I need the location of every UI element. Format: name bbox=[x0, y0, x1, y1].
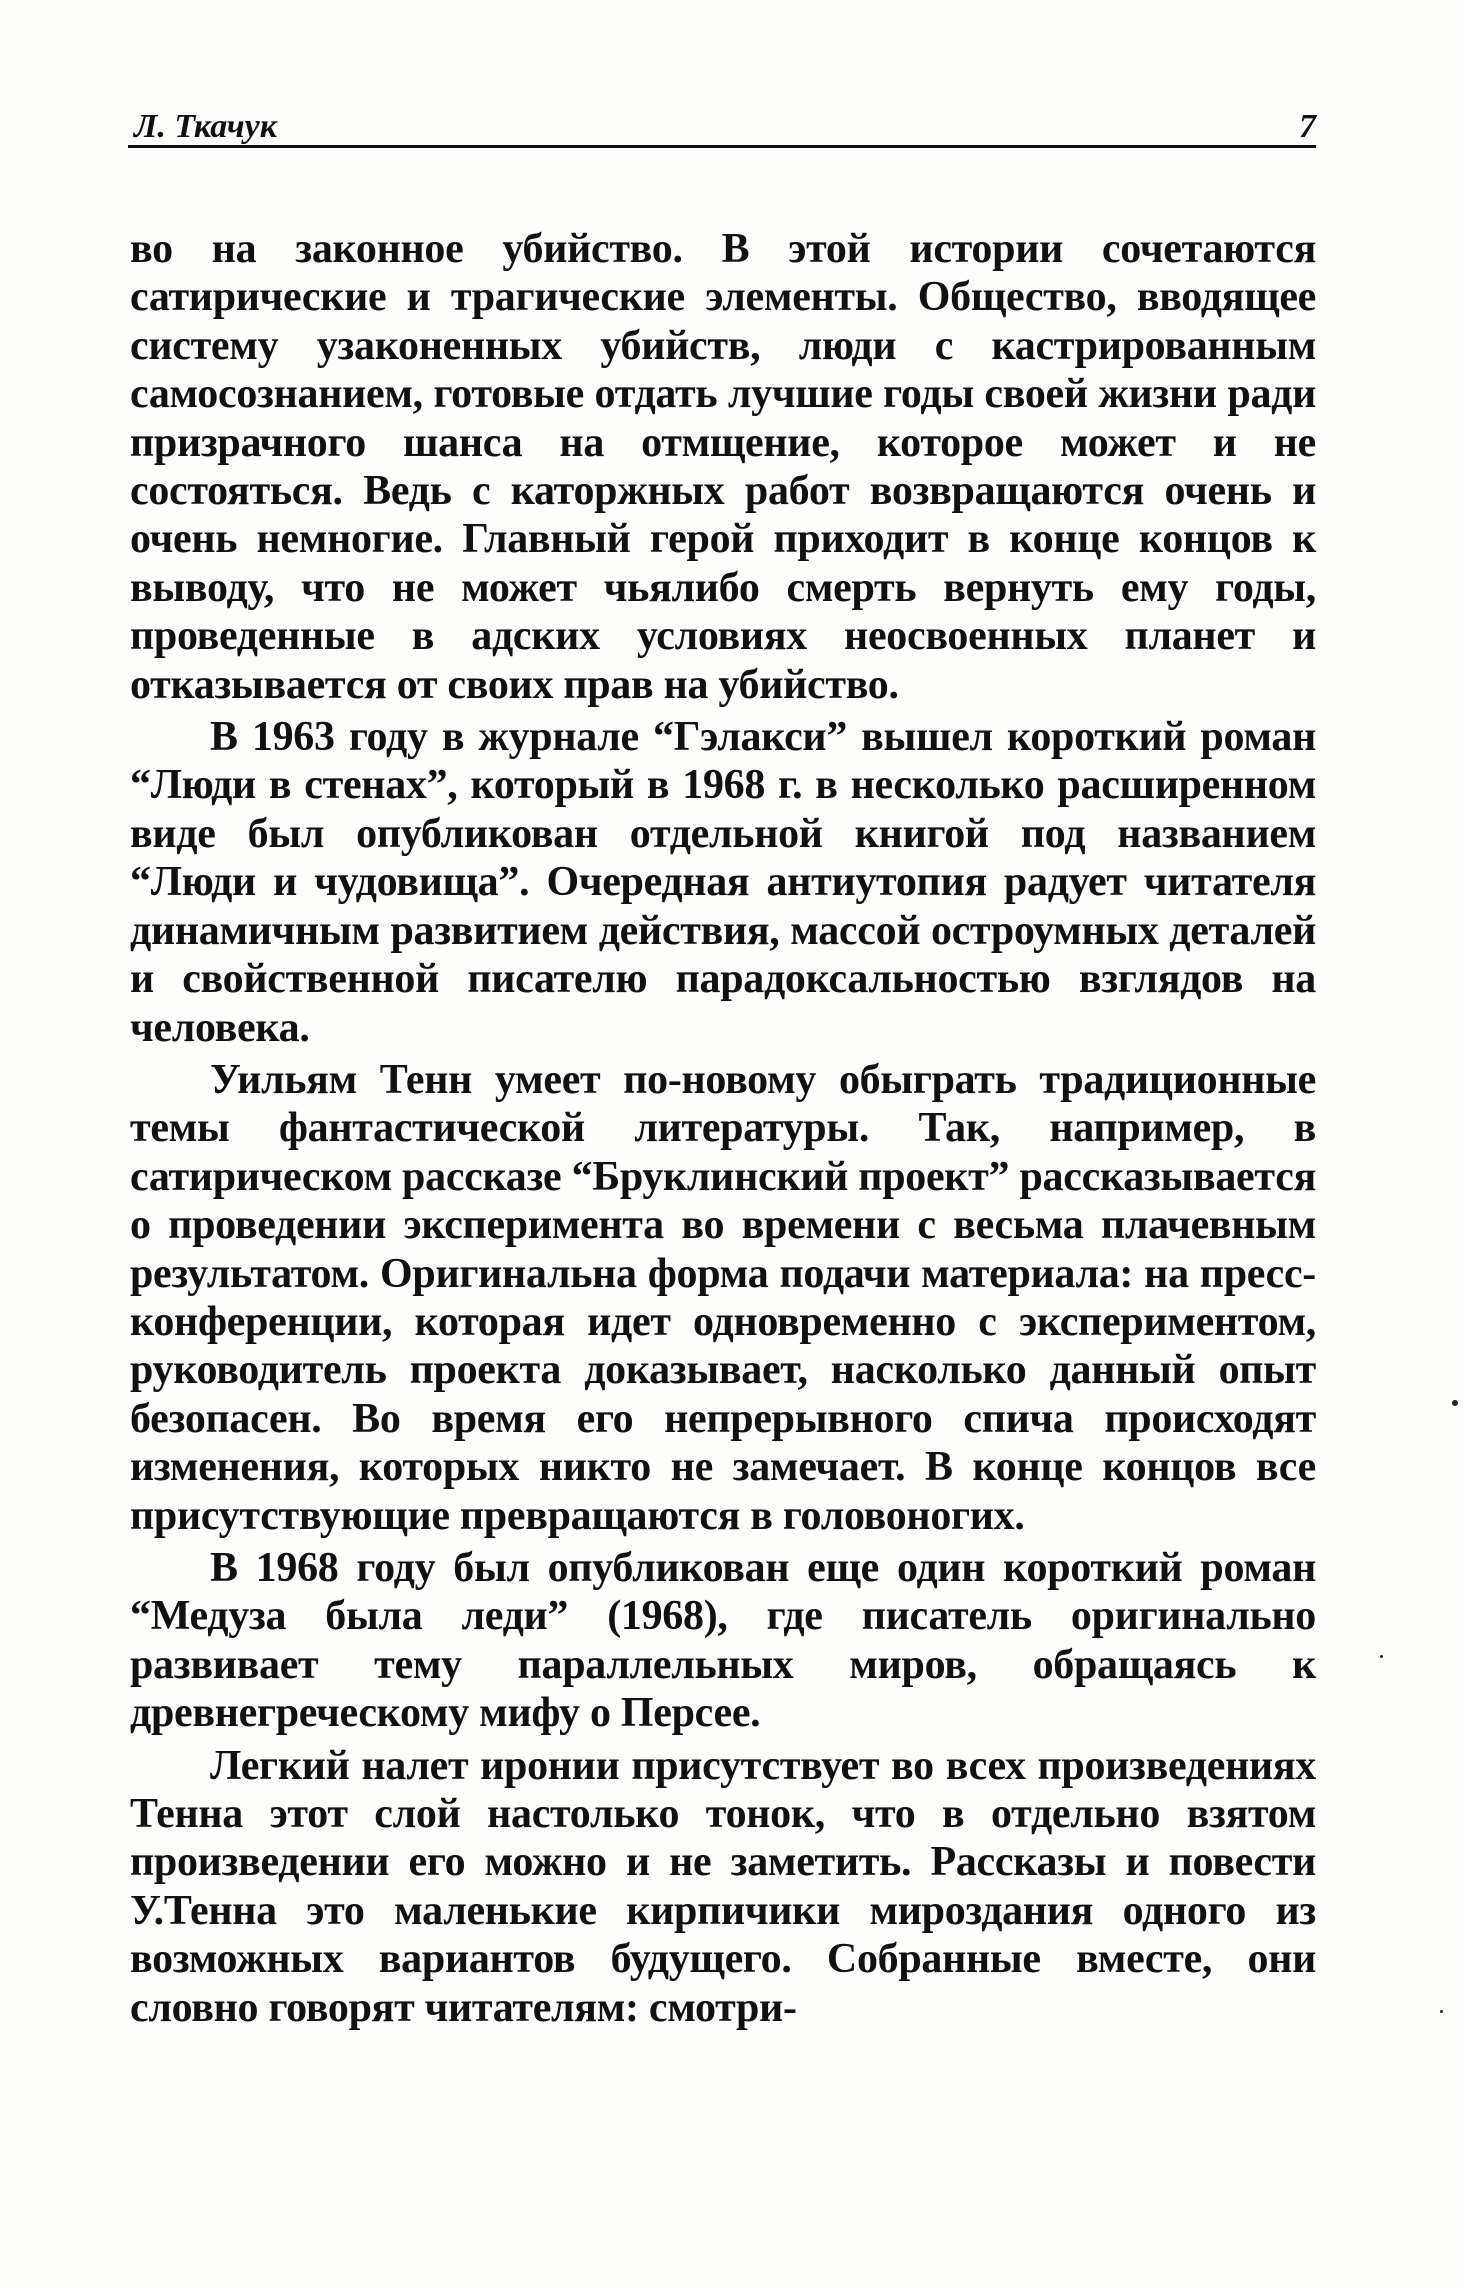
paragraph-3: Уильям Тенн умеет по-новому обыграть традиционные темы фантастической литературы. Так, например, в сатирическом рассказе “Бруклинский проект” рассказывается о проведении эксперимента во времени с весьма плачевным результатом. Оригинальна форма подачи материала: на пресс-конференции, которая идет одновременно с экспериментом, руководитель проекта доказывает, насколько данный опыт безопасен. Во время его непрерывного спича происходят изменения, которых никто не замечает. В конце концов все присутствующие превращаются в головоногих. bbox=[130, 1056, 1316, 1539]
running-header bbox=[128, 108, 1316, 148]
page-number: 7 bbox=[1299, 108, 1316, 145]
page-body bbox=[130, 225, 1316, 2032]
header-rule bbox=[128, 145, 1316, 148]
header-author: Л. Ткачук bbox=[134, 108, 277, 145]
scan-speck bbox=[1380, 1655, 1383, 1658]
scan-speck bbox=[1452, 1400, 1458, 1406]
paragraph-4: В 1968 году был опубликован еще один короткий роман “Медуза была леди” (1968), где писатель оригинально развивает тему параллельных миров, обращаясь к древнегреческому мифу о Персее. bbox=[130, 1544, 1316, 1737]
paragraph-1: во на законное убийство. В этой истории сочетаются сатирические и трагические элементы. Общество, вводящее систему узаконенных убийств, люди с кастрированным самосознанием, готовые отдать лучшие годы своей жизни ради призрачного шанса на отмщение, которое может и не состояться. Ведь с каторжных работ возвращаются очень и очень немногие. Главный герой приходит в конце концов к выводу, что не может чьялибо смерть вернуть ему годы, проведенные в адских условиях неосвоенных планет и отказывается от своих прав на убийство. bbox=[130, 226, 1316, 708]
scan-speck bbox=[1440, 2010, 1443, 2013]
paragraph-5: Легкий налет иронии присутствует во всех произведениях Тенна этот слой настолько тонок, что в отдельно взятом произведении его можно и не заметить. Рассказы и повести У.Тенна это маленькие кирпичики мироздания одного из возможных вариантов будущего. Собранные вместе, они словно говорят читателям: смотри- bbox=[130, 1742, 1316, 2031]
paragraph-2: В 1963 году в журнале “Гэлакси” вышел короткий роман “Люди в стенах”, который в 1968 г. в несколько расширенном виде был опубликован отдельной книгой под названием “Люди и чудовища”. Очередная антиутопия радует читателя динамичным развитием действия, массой остроумных деталей и свойственной писателю парадоксальностью взглядов на человека. bbox=[130, 714, 1316, 1051]
